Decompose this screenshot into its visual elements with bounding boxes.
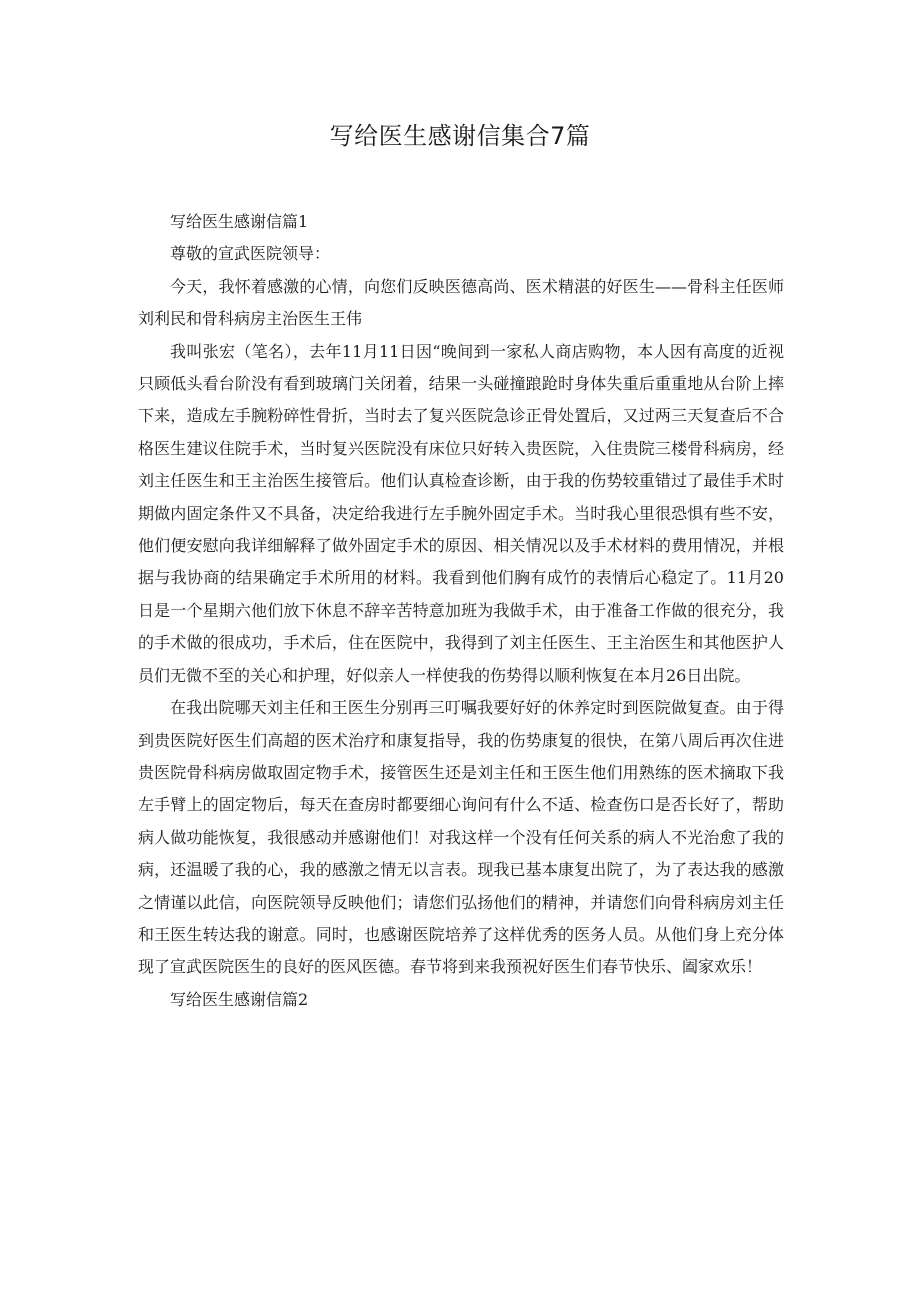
document-body (138, 206, 784, 1016)
paragraph-intro: 今天，我怀着感激的心情，向您们反映医德高尚、医术精湛的好医生——骨科主任医师刘利民和骨科病房主治医生王伟 (138, 276, 784, 329)
document-title: 写给医生感谢信集合7篇 (329, 122, 591, 150)
paragraph-story: 我叫张宏（笔名），去年11月11日因“晚间到一家私人商店购物，本人因有高度的近视只顾低头看台阶没有看到玻璃门关闭着，结果一头碰撞踉跄时身体失重后重重地从台阶上摔下来，造成左手腕粉碎性骨折，当时去了复兴医院急诊正骨处置后，又过两三天复查后不合格医生建议住院手术，当时复兴医院没有床位只好转入贵医院，入住贵院三楼骨科病房，经刘主任医生和王主治医生接管后。他们认真检查诊断，由于我的伤势较重错过了最佳手术时期做内固定条件又不具备，决定给我进行左手腕外固定手术。当时我心里很恐惧有些不安，他们便安慰向我详细解释了做外固定手术的原因、相关情况以及手术材料的费用情况，并根据与我协商的结果确定手术所用的材料。我看到他们胸有成竹的表情后心稳定了。11月20日是一个星期六他们放下休息不辞辛苦特意加班为我做手术，由于准备工作做的很充分，我的手术做的很成功，手术后，住在医院中，我得到了刘主任医生、王主治医生和其他医护人员们无微不至的关心和护理，好似亲人一样使我的伤势得以顺利恢复在本月26日出院。 (138, 341, 784, 685)
paragraph-recovery: 在我出院哪天刘主任和王医生分别再三叮嘱我要好好的休养定时到医院做复查。由于得到贵医院好医生们高超的医术治疗和康复指导，我的伤势康复的很快，在第八周后再次住进贵医院骨科病房做取固定物手术，接管医生还是刘主任和王医生他们用熟练的医术摘取下我左手臂上的固定物后，每天在查房时都要细心询问有什么不适、检查伤口是否长好了，帮助病人做功能恢复，我很感动并感谢他们！对我这样一个没有任何关系的病人不光治愈了我的病，还温暖了我的心，我的感激之情无以言表。现我已基本康复出院了，为了表达我的感激之情谨以此信，向医院领导反映他们；请您们弘扬他们的精神，并请您们向骨科病房刘主任和王医生转达我的谢意。同时，也感谢医院培养了这样优秀的医务人员。从他们身上充分体现了宣武医院医生的良好的医风医德。春节将到来我预祝好医生们春节快乐、阖家欢乐！ (138, 698, 784, 977)
section-heading-1: 写给医生感谢信篇1 (170, 212, 309, 231)
section-heading-2: 写给医生感谢信篇2 (170, 989, 309, 1009)
salutation: 尊敬的宣武医院领导： (170, 244, 331, 264)
